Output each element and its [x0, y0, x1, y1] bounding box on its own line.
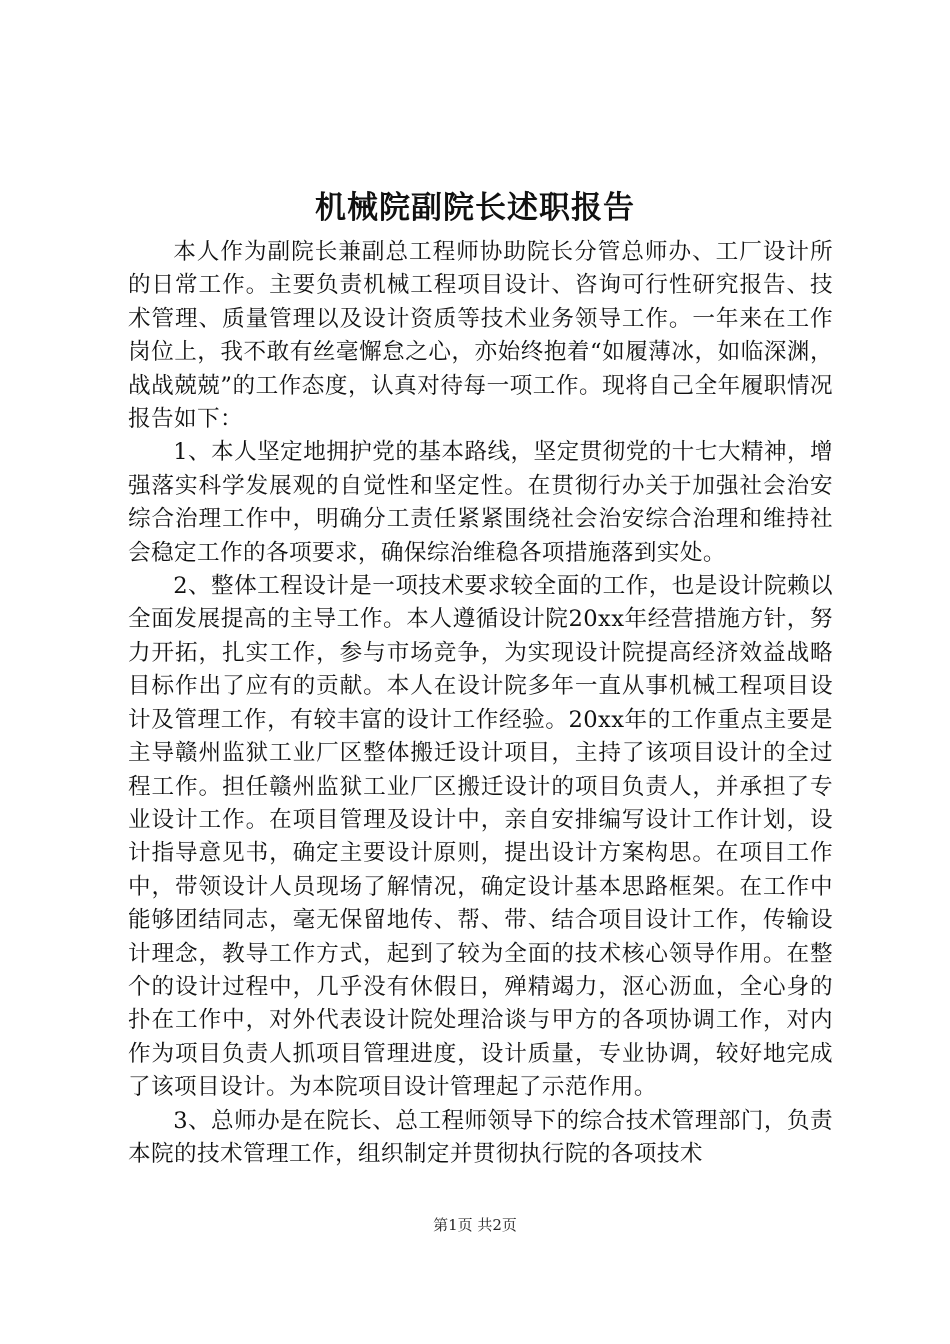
paragraph-item-1: 1、本人坚定地拥护党的基本路线，坚定贯彻党的十七大精神，增强落实科学发展观的自觉性和坚定性。在贯彻行办关于加强社会治安综合治理工作中，明确分工责任紧紧围绕社会治安综合治理和维持社会稳定工作的各项要求，确保综治维稳各项措施落到实处。: [128, 439, 833, 566]
paragraph-item-2: 2、整体工程设计是一项技术要求较全面的工作，也是设计院赖以全面发展提高的主导工作。本人遵循设计院20xx年经营措施方针，努力开拓，扎实工作，参与市场竞争，为实现设计院提高经济效益战略目标作出了应有的贡献。本人在设计院多年一直从事机械工程项目设计及管理工作，有较丰富的设计工作经验。20xx年的工作重点主要是主导赣州监狱工业厂区整体搬迁设计项目，主持了该项目设计的全过程工作。担任赣州监狱工业厂区搬迁设计的项目负责人，并承担了专业设计工作。在项目管理及设计中，亲自安排编写设计工作计划，设计指导意见书，确定主要设计原则，提出设计方案构思。在项目工作中，带领设计人员现场了解情况，确定设计基本思路框架。在工作中能够团结同志，毫无保留地传、帮、带、结合项目设计工作，传输设计理念，教导工作方式，起到了较为全面的技术核心领导作用。在整个的设计过程中，几乎没有休假日，殚精竭力，沤心沥血，全心身的扑在工作中，对外代表设计院处理洽谈与甲方的各项协调工作，对内作为项目负责人抓项目管理进度，设计质量，专业协调，较好地完成了该项目设计。为本院项目设计管理起了示范作用。: [128, 573, 833, 1101]
paragraph-item-3: 3、总师办是在院长、总工程师领导下的综合技术管理部门，负责本院的技术管理工作，组织制定并贯彻执行院的各项技术: [128, 1107, 833, 1167]
document-title: 机械院副院长述职报告: [315, 190, 635, 226]
document-body: [128, 236, 833, 1171]
page-number-footer: 第1页 共2页: [433, 1216, 517, 1234]
paragraph-intro: 本人作为副院长兼副总工程师协助院长分管总师办、工厂设计所的日常工作。主要负责机械工程项目设计、咨询可行性研究报告、技术管理、质量管理以及设计资质等技术业务领导工作。一年来在工作岗位上，我不敢有丝毫懈怠之心，亦始终抱着“如履薄冰，如临深渊，战战兢兢”的工作态度，认真对待每一项工作。现将自己全年履职情况报告如下：: [128, 239, 833, 433]
